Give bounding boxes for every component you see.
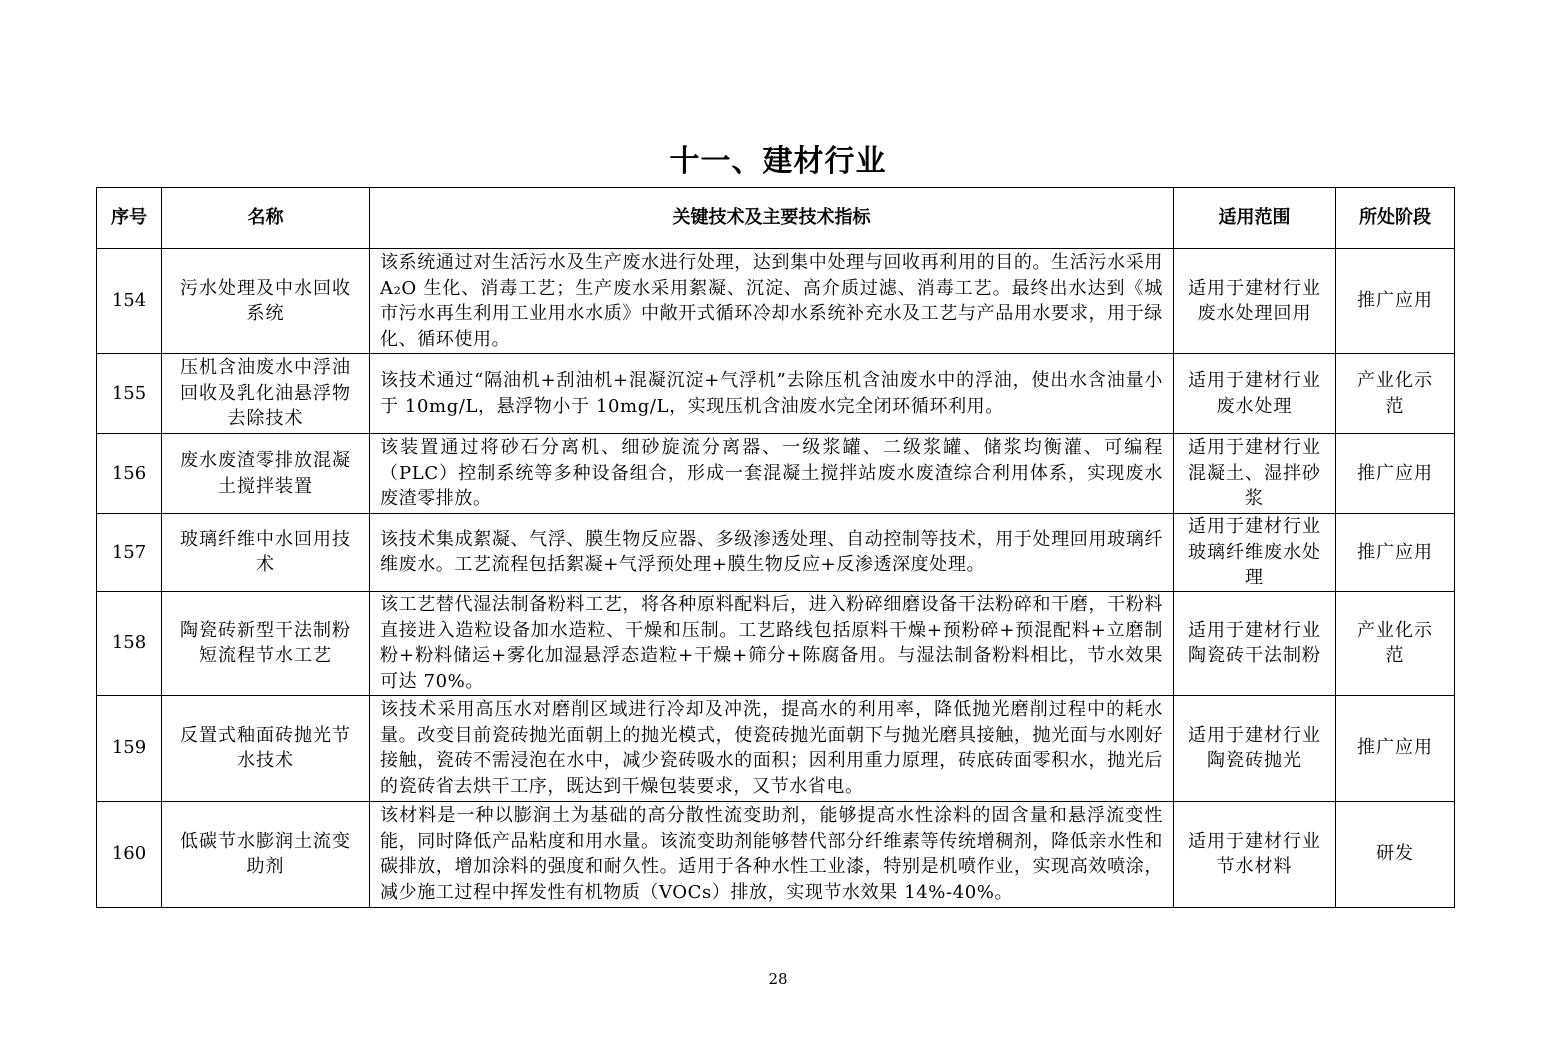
row-description: 该技术采用高压水对磨削区域进行冷却及冲洗，提高水的利用率，降低抛光磨削过程中的耗水量。改变目前瓷砖抛光面朝上的抛光模式，使瓷砖抛光面朝下与抛光磨具接触，抛光面与水刚好接触，瓷砖不需浸泡在水中，减少瓷砖吸水的面积；因利用重力原理，砖底砖面零积水，抛光后的瓷砖省去烘干工序，既达到干燥包装要求，又节水省电。 bbox=[370, 695, 1174, 801]
row-number: 159 bbox=[97, 695, 162, 801]
table-row bbox=[97, 434, 1455, 514]
row-description: 该系统通过对生活污水及生产废水进行处理，达到集中处理与回收再利用的目的。生活污水采用 A₂O 生化、消毒工艺；生产废水采用絮凝、沉淀、高介质过滤、消毒工艺。最终出水达到《城市污水再生利用工业用水水质》中敞开式循环冷却水系统补充水及工艺与产品用水要求，用于绿化、循环使用。 bbox=[370, 249, 1174, 354]
technology-table bbox=[96, 187, 1455, 908]
row-scope: 适用于建材行业节水材料 bbox=[1174, 801, 1336, 907]
table-row bbox=[97, 249, 1455, 354]
row-stage: 推广应用 bbox=[1336, 249, 1455, 354]
row-stage: 推广应用 bbox=[1336, 514, 1455, 592]
row-name: 反置式釉面砖抛光节水技术 bbox=[162, 695, 370, 801]
row-stage: 研发 bbox=[1336, 801, 1455, 907]
table-row bbox=[97, 591, 1455, 695]
header-scope: 适用范围 bbox=[1174, 188, 1336, 249]
table-row bbox=[97, 354, 1455, 434]
table-header-row bbox=[97, 188, 1455, 249]
page-title: 十一、建材行业 bbox=[669, 144, 887, 179]
row-name: 压机含油废水中浮油回收及乳化油悬浮物去除技术 bbox=[162, 354, 370, 434]
header-number: 序号 bbox=[97, 188, 162, 249]
table-row bbox=[97, 514, 1455, 592]
row-name: 废水废渣零排放混凝土搅拌装置 bbox=[162, 434, 370, 514]
page-number: 28 bbox=[768, 970, 788, 988]
row-name: 陶瓷砖新型干法制粉短流程节水工艺 bbox=[162, 591, 370, 695]
row-description: 该工艺替代湿法制备粉料工艺，将各种原料配料后，进入粉碎细磨设备干法粉碎和干磨，干粉料直接进入造粒设备加水造粒、干燥和压制。工艺路线包括原料干燥+预粉碎+预混配料+立磨制粉+粉料储运+雾化加湿悬浮态造粒+干燥+筛分+陈腐备用。与湿法制备粉料相比，节水效果可达 70%。 bbox=[370, 591, 1174, 695]
row-description: 该装置通过将砂石分离机、细砂旋流分离器、一级浆罐、二级浆罐、储浆均衡灌、可编程（PLC）控制系统等多种设备组合，形成一套混凝土搅拌站废水废渣综合利用体系，实现废水废渣零排放。 bbox=[370, 434, 1174, 514]
row-number: 155 bbox=[97, 354, 162, 434]
header-name: 名称 bbox=[162, 188, 370, 249]
row-stage: 产业化示范 bbox=[1336, 591, 1455, 695]
row-description: 该材料是一种以膨润土为基础的高分散性流变助剂，能够提高水性涂料的固含量和悬浮流变性能，同时降低产品粘度和用水量。该流变助剂能够替代部分纤维素等传统增稠剂，降低亲水性和碳排放，增加涂料的强度和耐久性。适用于各种水性工业漆，特别是机喷作业，实现高效喷涂，减少施工过程中挥发性有机物质（VOCs）排放，实现节水效果 14%-40%。 bbox=[370, 801, 1174, 907]
row-scope: 适用于建材行业陶瓷砖抛光 bbox=[1174, 695, 1336, 801]
row-description: 该技术通过“隔油机+刮油机+混凝沉淀+气浮机”去除压机含油废水中的浮油，使出水含油量小于 10mg/L，悬浮物小于 10mg/L，实现压机含油废水完全闭环循环利用。 bbox=[370, 354, 1174, 434]
row-number: 157 bbox=[97, 514, 162, 592]
row-scope: 适用于建材行业废水处理 bbox=[1174, 354, 1336, 434]
row-scope: 适用于建材行业玻璃纤维废水处理 bbox=[1174, 514, 1336, 592]
row-scope: 适用于建材行业混凝土、湿拌砂浆 bbox=[1174, 434, 1336, 514]
row-number: 160 bbox=[97, 801, 162, 907]
header-stage: 所处阶段 bbox=[1336, 188, 1455, 249]
row-stage: 推广应用 bbox=[1336, 434, 1455, 514]
row-stage: 推广应用 bbox=[1336, 695, 1455, 801]
row-stage: 产业化示范 bbox=[1336, 354, 1455, 434]
table-row bbox=[97, 801, 1455, 907]
row-number: 156 bbox=[97, 434, 162, 514]
row-scope: 适用于建材行业陶瓷砖干法制粉 bbox=[1174, 591, 1336, 695]
header-key-technology: 关键技术及主要技术指标 bbox=[370, 188, 1174, 249]
row-scope: 适用于建材行业废水处理回用 bbox=[1174, 249, 1336, 354]
row-number: 158 bbox=[97, 591, 162, 695]
row-name: 污水处理及中水回收系统 bbox=[162, 249, 370, 354]
row-description: 该技术集成絮凝、气浮、膜生物反应器、多级渗透处理、自动控制等技术，用于处理回用玻璃纤维废水。工艺流程包括絮凝+气浮预处理+膜生物反应+反渗透深度处理。 bbox=[370, 514, 1174, 592]
row-name: 低碳节水膨润土流变助剂 bbox=[162, 801, 370, 907]
row-number: 154 bbox=[97, 249, 162, 354]
row-name: 玻璃纤维中水回用技术 bbox=[162, 514, 370, 592]
table-row bbox=[97, 695, 1455, 801]
